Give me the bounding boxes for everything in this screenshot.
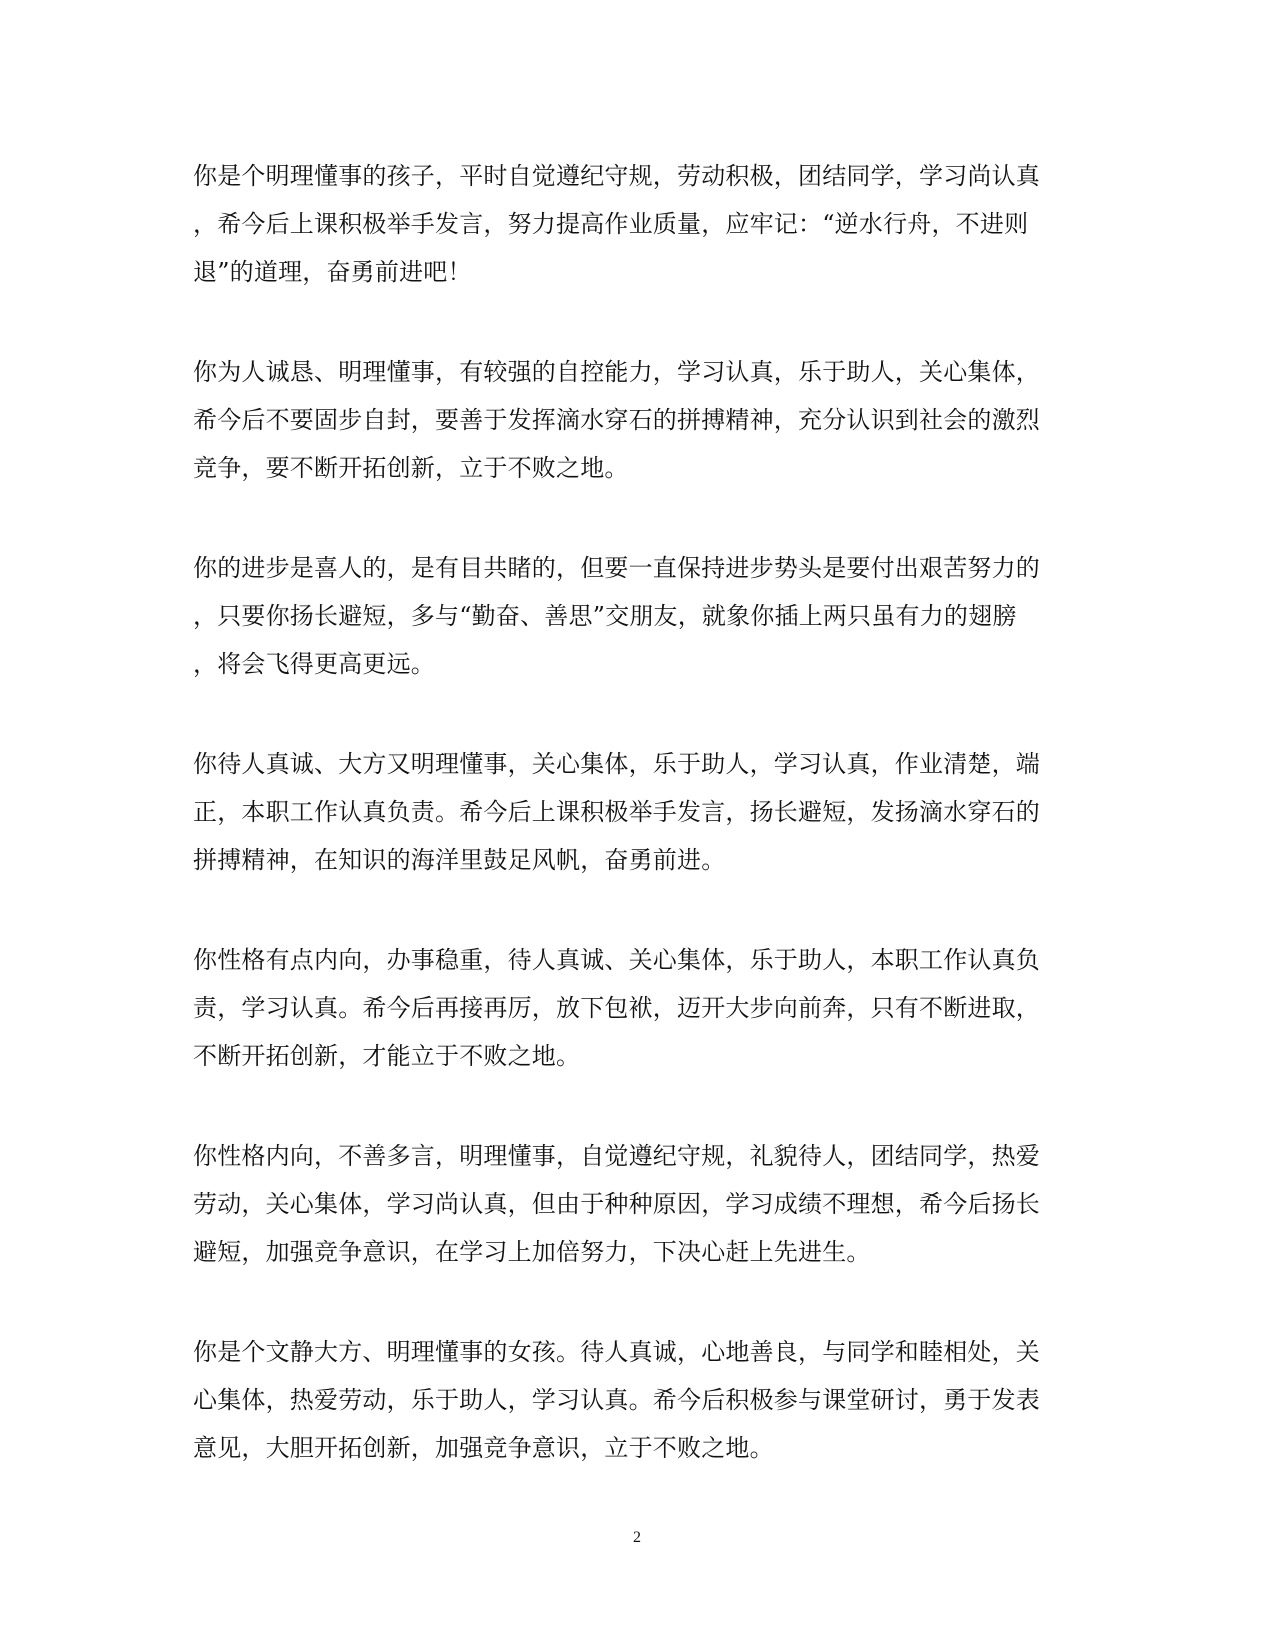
paragraph-line: 希今后不要固步自封，要善于发挥滴水穿石的拼搏精神，充分认识到社会的激烈 [193, 406, 1040, 434]
comment-paragraph-2 [193, 348, 1073, 492]
paragraph-line: 你是个文静大方、明理懂事的女孩。待人真诚，心地善良，与同学和睦相处，关 [193, 1338, 1040, 1366]
paragraph-line: 正，本职工作认真负责。希今后上课积极举手发言，扬长避短，发扬滴水穿石的 [193, 798, 1040, 826]
paragraph-line: 退”的道理，奋勇前进吧！ [193, 258, 472, 286]
paragraph-line: 你待人真诚、大方又明理懂事，关心集体，乐于助人，学习认真，作业清楚，端 [193, 750, 1040, 778]
paragraph-line: 责，学习认真。希今后再接再厉，放下包袱，迈开大步向前奔，只有不断进取， [193, 994, 1040, 1022]
comment-paragraph-4 [193, 740, 1073, 884]
paragraph-line: 你为人诚恳、明理懂事，有较强的自控能力，学习认真，乐于助人，关心集体， [193, 358, 1040, 386]
paragraph-line: 不断开拓创新，才能立于不败之地。 [193, 1042, 581, 1070]
paragraph-line: 你性格有点内向，办事稳重，待人真诚、关心集体，乐于助人，本职工作认真负 [193, 946, 1040, 974]
comment-paragraph-7 [193, 1328, 1073, 1472]
paragraph-line: 意见，大胆开拓创新，加强竞争意识，立于不败之地。 [193, 1434, 774, 1462]
paragraph-line: ，希今后上课积极举手发言，努力提高作业质量，应牢记：“逆水行舟，不进则 [193, 210, 1029, 238]
paragraph-line: 你的进步是喜人的，是有目共睹的，但要一直保持进步势头是要付出艰苦努力的 [193, 554, 1040, 582]
paragraph-line: 你性格内向，不善多言，明理懂事，自觉遵纪守规，礼貌待人，团结同学，热爱 [193, 1142, 1040, 1170]
comment-paragraph-6 [193, 1132, 1073, 1276]
comment-paragraph-5 [193, 936, 1073, 1080]
paragraph-line: 心集体，热爱劳动，乐于助人，学习认真。希今后积极参与课堂研讨，勇于发表 [193, 1386, 1040, 1414]
paragraph-line: ，只要你扬长避短，多与“勤奋、善思”交朋友，就象你插上两只虽有力的翅膀 [193, 602, 1017, 630]
paragraph-line: 避短，加强竞争意识，在学习上加倍努力，下决心赶上先进生。 [193, 1238, 871, 1266]
paragraph-line: 劳动，关心集体，学习尚认真，但由于种种原因，学习成绩不理想，希今后扬长 [193, 1190, 1040, 1218]
page-number: 2 [633, 1529, 641, 1546]
comment-paragraph-3 [193, 544, 1073, 688]
paragraph-line: 你是个明理懂事的孩子，平时自觉遵纪守规，劳动积极，团结同学，学习尚认真 [193, 162, 1040, 190]
paragraph-line: ，将会飞得更高更远。 [193, 650, 435, 678]
paragraph-line: 竞争，要不断开拓创新，立于不败之地。 [193, 454, 629, 482]
comment-paragraph-1 [193, 152, 1073, 296]
paragraph-line: 拼搏精神，在知识的海洋里鼓足风帆，奋勇前进。 [193, 846, 726, 874]
